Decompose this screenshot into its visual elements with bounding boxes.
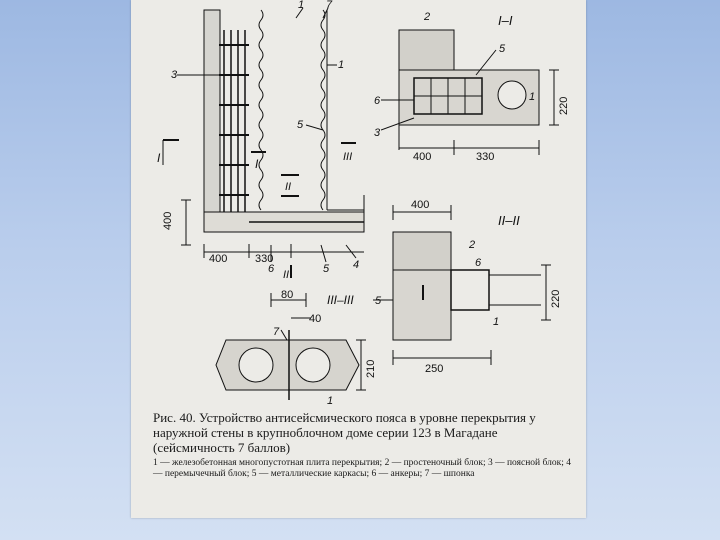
main-plan: [163, 8, 364, 278]
label-2-secII: 2: [469, 239, 476, 251]
label-6-main: 6: [268, 263, 275, 275]
caption-title: Рис. 40. Устройство антисейсмического пояса в уровне перекрытия у наружной стены в крупноблочном доме серии 123 в Магадане (сейсмичность 7 баллов): [153, 410, 536, 455]
dim-400-secII: 400: [411, 199, 430, 211]
section-mark-I-left: I: [157, 151, 161, 165]
dim-250-secII: 250: [425, 363, 444, 375]
label-1-top: 1: [298, 0, 305, 11]
label-7-secIII: 7: [273, 326, 280, 338]
label-3-secI: 3: [374, 127, 381, 139]
label-6-secII: 6: [475, 257, 482, 269]
section-mark-III: III: [343, 151, 353, 163]
dim-330-secI: 330: [476, 151, 495, 163]
label-6-secI: 6: [374, 95, 381, 107]
dim-400-vertical: 400: [162, 211, 174, 230]
dim-40-secIII: 40: [309, 313, 322, 325]
label-7-top: 7: [326, 0, 333, 11]
dim-220-secI: 220: [558, 96, 570, 115]
label-5-main: 5: [297, 119, 304, 131]
dim-220-secII: 220: [550, 289, 562, 308]
label-5-main-bottom: 5: [323, 263, 330, 275]
label-1-right: 1: [338, 59, 345, 71]
section-title-I-I: I–I: [498, 13, 513, 28]
section-mark-I-mid: I: [255, 157, 259, 171]
label-2-secI: 2: [424, 11, 431, 23]
technical-drawing: [131, 0, 586, 410]
label-1-secII: 1: [493, 316, 500, 328]
caption-legend: 1 — железобетонная многопустотная плита перекрытия; 2 — простеночный блок; 3 — поясной блок; 4 — перемычечный блок; 5 — металлические каркасы; 6 — анкеры; 7 — шпонка: [153, 458, 571, 479]
scanned-page: [131, 0, 586, 518]
dim-80-secIII: 80: [281, 289, 294, 301]
section-title-II-II: II–II: [498, 213, 520, 228]
dim-400-bottom: 400: [209, 253, 228, 265]
section-II-II: [373, 205, 551, 365]
dim-330-bottom: 330: [255, 253, 274, 265]
section-III-III: [216, 293, 366, 400]
label-1-secIII: 1: [327, 395, 334, 407]
section-mark-II-a: II: [285, 181, 292, 193]
dim-400-secI: 400: [413, 151, 432, 163]
label-1-secI: 1: [529, 91, 536, 103]
section-title-III-III: III–III: [327, 293, 354, 307]
label-4-main: 4: [353, 259, 360, 271]
dim-210-secIII: 210: [365, 359, 377, 378]
section-mark-II-b: II: [283, 269, 290, 281]
label-3-left: 3: [171, 69, 178, 81]
label-5-secI: 5: [499, 43, 506, 55]
figure-caption: [153, 410, 573, 480]
label-5-secII: 5: [375, 295, 382, 307]
